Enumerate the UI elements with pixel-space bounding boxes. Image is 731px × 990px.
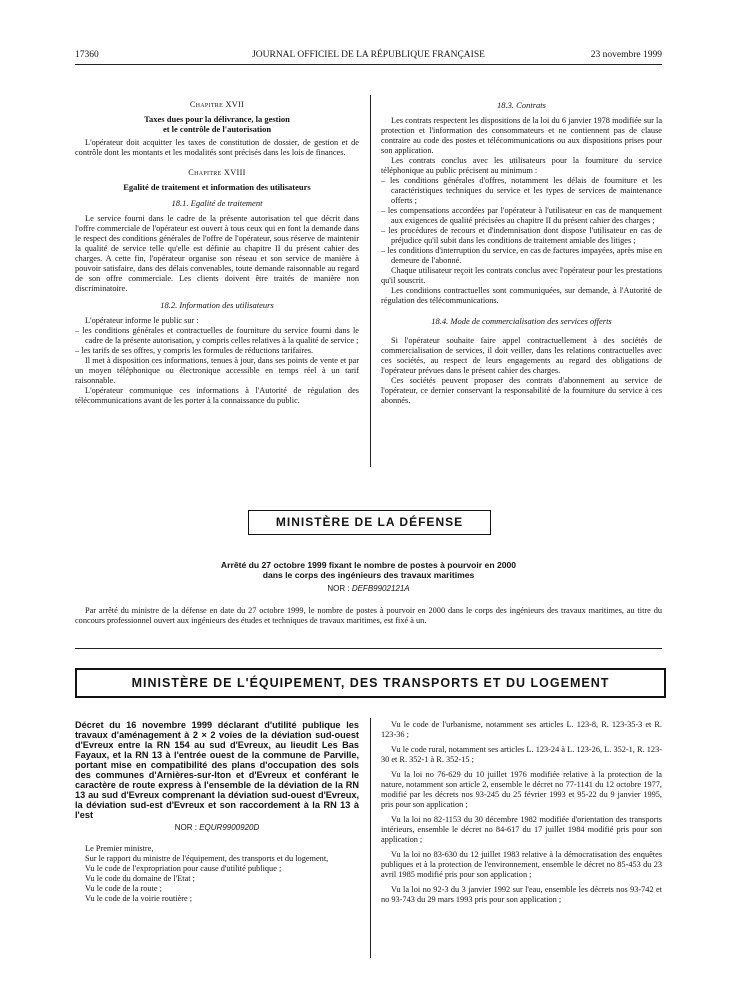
ministry-defense-box: MINISTÈRE DE LA DÉFENSE — [248, 510, 491, 535]
header-rule — [75, 64, 662, 65]
list-item: – les conditions générales et contractuelles de fourniture du service fourni dans le cadre de la présente autorisation, y compris celles relatives à la qualité de service ; — [75, 326, 359, 345]
visa-line: Sur le rapport du ministre de l'équipement, des transports et du logement, — [85, 854, 329, 863]
issue-date: 23 novembre 1999 — [590, 50, 662, 60]
chapter-17-title-line1: Taxes dues pour la délivrance, la gestion — [144, 114, 290, 124]
section-18-4-paragraph: Ces sociétés peuvent proposer des contrats d'abonnement au service de l'opérateur, ce dernier conservant la responsabilité de la fourniture du service à ces abonnés. — [381, 376, 662, 405]
section-18-3-paragraph: Les contrats respectent les dispositions de la loi du 6 janvier 1978 modifiée sur la protection et l'information des consommateurs et ne contiennent pas de clause contraire au code des postes et télécommunications ou aux dispositions prises pour son application. — [381, 116, 662, 155]
chapter-18-label: Chapitre XVIII — [188, 168, 246, 177]
section-18-2-heading: 18.2. Information des utilisateurs — [160, 300, 274, 310]
page-number: 17360 — [75, 50, 99, 60]
visa-line: Le Premier ministre, — [85, 844, 154, 853]
visa-line: Vu le code rural, notamment ses articles L. 123-24 à L. 123-26, L. 352-1, R. 123-30 et R. 352-1 à R. 352-15 ; — [381, 745, 662, 764]
visa-line: Vu le code de la voirie routière ; — [85, 894, 193, 903]
chapter-17-label: Chapitre XVII — [189, 100, 245, 109]
section-18-2-list — [75, 326, 359, 356]
chapter-17-title-line2: et le contrôle de l'autorisation — [162, 124, 272, 134]
nor-label: NOR : — [174, 823, 197, 832]
section-18-1-paragraph: Le service fourni dans le cadre de la présente autorisation tel que décrit dans l'offre commerciale de l'opérateur est ouvert à tous ceux qui en font la demande dans le respect des conditions générales de l'offre de l'opérateur, sous réserve de maintenir la qualité de service telle qu'elle est définie au chapitre II du présent cahier des charges. A cette fin, l'opérateur organise son réseau et son service de manière à pouvoir satisfaire, dans des délais convenables, toute demande raisonnable au regard de son offre commerciale. Les clients doivent être traités de manière non discriminatoire. — [75, 214, 359, 293]
visa-line: Vu la loi no 92-3 du 3 janvier 1992 sur l'eau, ensemble les décrets nos 93-742 et no 93-743 du 29 mars 1993 pris pour son application ; — [381, 885, 662, 904]
decret-nor — [75, 823, 359, 833]
decret-right-column — [381, 720, 662, 910]
nor-code: EQUR9900920D — [199, 823, 260, 832]
running-header — [75, 50, 662, 64]
visa-line: Vu le code de l'urbanisme, notamment ses articles L. 123-8, R. 123-35-3 et R. 123-36 ; — [381, 720, 662, 739]
visa-line: Vu le code du domaine de l'Etat ; — [85, 874, 195, 883]
column-divider — [370, 95, 371, 467]
section-18-2-paragraph: Il met à disposition ces informations, tenues à jour, dans ses points de vente et par un moyen téléphonique ou électronique accessible en temps réel à un tarif raisonnable. — [75, 356, 359, 385]
section-18-3-list — [381, 176, 662, 266]
list-item: – les tarifs de ses offres, y compris les formules de réductions tarifaires. — [75, 346, 314, 355]
section-18-3-paragraph: Les contrats conclus avec les utilisateurs pour la fourniture du service téléphonique au public précisent au minimum : — [381, 156, 662, 175]
arrete-title-line1: Arrêté du 27 octobre 1999 fixant le nombre de postes à pourvoir en 2000 — [220, 560, 517, 570]
section-18-3-paragraph: Chaque utilisateur reçoit les contrats conclus avec l'opérateur pour les prestations qu'il souscrit. — [381, 266, 662, 285]
right-column — [381, 100, 662, 406]
section-18-4-paragraph: Si l'opérateur souhaite faire appel contractuellement à des sociétés de commercialisation de services, il doit veiller, dans les relations contractuelles avec ces sociétés, au respect de leurs engagements au regard des obligations de l'opérateur prévues dans le présent cahier des charges. — [381, 336, 662, 375]
list-item: – les compensations accordées par l'opérateur à l'utilisateur en cas de manquement aux exigences de qualité précisées au chapitre II du présent cahier des charges ; — [381, 206, 662, 225]
section-18-1-heading: 18.1. Egalité de traitement — [171, 198, 263, 208]
section-18-3-paragraph: Les conditions contractuelles sont communiquées, sur demande, à l'Autorité de régulation des télécommunications. — [381, 286, 662, 305]
list-item: – les procédures de recours et d'indemnisation dont dispose l'utilisateur en cas de préjudice qu'il subit dans les conditions de traitement amiable des litiges ; — [381, 226, 662, 245]
section-18-4-heading: 18.4. Mode de commercialisation des services offerts — [431, 316, 612, 326]
section-18-2-paragraph: L'opérateur communique ces informations à l'Autorité de régulation des télécommunications avant de les porter à la connaissance du public. — [75, 386, 359, 405]
ministry-equipement-box: MINISTÈRE DE L'ÉQUIPEMENT, DES TRANSPORTS ET DU LOGEMENT — [75, 668, 666, 698]
nor-label: NOR : — [327, 584, 350, 593]
list-item: – les conditions générales d'offres, notamment les délais de fourniture et les caractéristiques techniques du service et les types de services de maintenance offerts ; — [381, 176, 662, 205]
chapter-17-paragraph: L'opérateur doit acquitter les taxes de constitution de dossier, de gestion et de contrôle dont les montants et les modalités sont précisés dans les lois de finances. — [75, 138, 359, 157]
arrete-title-line2: dans le corps des ingénieurs des travaux maritimes — [262, 570, 475, 580]
visa-line: Vu la loi no 82-1153 du 30 décembre 1982 modifiée d'orientation des transports intérieurs, ensemble le décret no 84-617 du 17 juillet 1984 modifié pris pour son application ; — [381, 815, 662, 844]
section-18-3-heading: 18.3. Contrats — [497, 100, 546, 110]
decret-left-column — [75, 720, 359, 904]
decret-title: Décret du 16 novembre 1999 déclarant d'utilité publique les travaux d'aménagement à 2 × 2 voies de la déviation sud-ouest d'Evreux entre la RN 154 au sud d'Evreux, au lieudit Les Bas Fayaux, et la RN 13 à l'entrée ouest de la commune de Parville, portant mise en compatibilité des plans d'occupation des sols des communes d'Arnières-sur-Iton et d'Evreux et conférant le caractère de route express à l'ensemble de la déviation de la RN 13 au sud d'Evreux comprenant la déviation sud-ouest d'Evreux, la déviation sud-est d'Evreux et son raccordement à la RN 13 à l'est — [75, 720, 359, 820]
section-rule — [75, 648, 662, 649]
nor-code: DEFB9902121A — [351, 584, 410, 593]
left-column — [75, 100, 359, 406]
visa-line: Vu le code de l'expropriation pour cause d'utilité publique ; — [85, 864, 282, 873]
journal-title: JOURNAL OFFICIEL DE LA RÉPUBLIQUE FRANÇAISE — [252, 50, 485, 60]
visa-line: Vu la loi no 83-630 du 12 juillet 1983 relative à la démocratisation des enquêtes publiques et à la protection de l'environnement, ensemble le décret no 85-453 du 23 avril 1985 modifié pris pour son application ; — [381, 850, 662, 879]
arrete-nor — [75, 584, 662, 593]
arrete-text: Par arrêté du ministre de la défense en date du 27 octobre 1999, le nombre de postes à pourvoir en 2000 dans le corps des ingénieurs des travaux maritimes, au titre du concours professionnel ouvert aux ingénieurs des études et techniques de travaux maritimes, est fixé à un. — [75, 606, 662, 625]
list-item: – les conditions d'interruption du service, en cas de factures impayées, après mise en demeure de l'abonné. — [381, 246, 662, 265]
chapter-18-title: Egalité de traitement et information des utilisateurs — [123, 182, 311, 192]
section-18-2-intro: L'opérateur informe le public sur : — [85, 316, 199, 325]
visa-line: Vu la loi no 76-629 du 10 juillet 1976 modifiée relative à la protection de la nature, notamment son article 2, ensemble le décret no 77-1141 du 12 octobre 1977, modifié par les décrets nos 93-245 du 25 février 1993 et 95-22 du 9 janvier 1995, pris pour son application ; — [381, 770, 662, 809]
visa-line: Vu le code de la route ; — [85, 884, 162, 893]
column-divider-bottom — [370, 718, 371, 958]
